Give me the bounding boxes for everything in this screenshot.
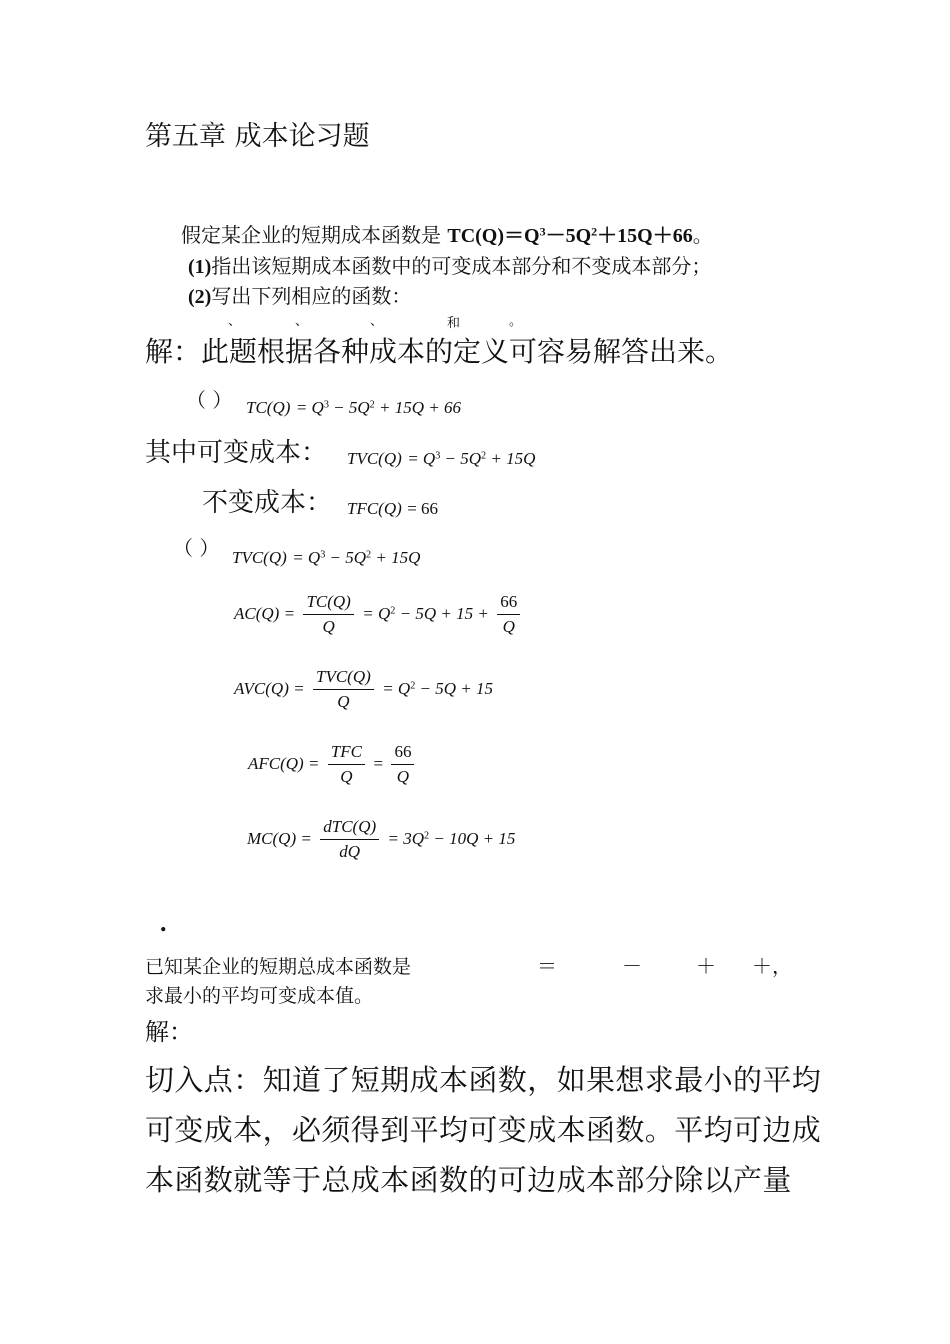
q2-solution-label: 解： bbox=[145, 1018, 193, 1046]
ac-fraction-2 bbox=[497, 592, 520, 637]
q1-sup3: 3 bbox=[539, 224, 546, 239]
tfc-equation bbox=[347, 499, 438, 519]
q1-line1-end: 。 bbox=[692, 223, 713, 247]
mc-mid-a: = 3Q bbox=[387, 829, 425, 848]
q1-part1-label: (1) bbox=[188, 256, 212, 278]
tvc-rhs-b: − 5Q bbox=[440, 449, 482, 468]
q1-formula-a: TC(Q)＝Q bbox=[447, 225, 540, 247]
mc-num: dTC(Q) bbox=[320, 817, 379, 840]
q2-bullet: . bbox=[160, 908, 167, 937]
afc-mid: = bbox=[373, 754, 384, 773]
q1-line1-text: 假定某企业的短期成本函数是 bbox=[181, 223, 448, 247]
ac-mid-a: = Q bbox=[362, 604, 391, 623]
residual-mark-2: 、 bbox=[295, 314, 309, 329]
tfc-rhs: = 66 bbox=[407, 499, 439, 518]
q2-op-eq: ＝ bbox=[537, 954, 557, 978]
tvc-sup2: 2 bbox=[481, 450, 487, 462]
afc-lhs: AFC(Q) = bbox=[248, 754, 320, 773]
tc-sup3: 3 bbox=[323, 399, 329, 411]
mc-mid-b: − 10Q + 15 bbox=[429, 829, 516, 848]
tvc2-rhs-a: = Q bbox=[292, 548, 321, 567]
tc-lhs: TC(Q) bbox=[246, 398, 291, 417]
q1-part2-label: (2) bbox=[188, 286, 212, 308]
q1-formula-b: －5Q bbox=[545, 225, 592, 247]
avc-den: Q bbox=[337, 692, 350, 711]
tvc2-equation bbox=[232, 548, 420, 568]
q2-op-minus: － bbox=[622, 954, 642, 978]
tc-rhs-c: + 15Q + 66 bbox=[374, 398, 461, 417]
avc-equation bbox=[234, 667, 493, 712]
tvc2-sup2: 2 bbox=[366, 549, 372, 561]
residual-mark-3: 、 bbox=[370, 314, 384, 329]
q2-para-line-2: 可变成本，必须得到平均可变成本函数。平均可边成 bbox=[145, 1113, 822, 1147]
ac-lhs: AC(Q) = bbox=[234, 604, 296, 623]
q2-op-plus-comma: ＋， bbox=[752, 954, 792, 978]
tvc2-rhs-c: + 15Q bbox=[371, 548, 421, 567]
afc-den: Q bbox=[340, 767, 353, 786]
avc-mid-a: = Q bbox=[382, 679, 411, 698]
paren-2: （ ） bbox=[173, 536, 220, 560]
ac-mid-b: − 5Q + 15 + bbox=[395, 604, 489, 623]
solution1-intro: 解：此题根据各种成本的定义可容易解答出来。 bbox=[145, 335, 734, 368]
tvc2-rhs-b: − 5Q bbox=[325, 548, 367, 567]
afc-den2: Q bbox=[396, 767, 410, 786]
chapter-title: 第五章 成本论习题 bbox=[145, 121, 370, 152]
tvc-rhs-a: = Q bbox=[407, 449, 436, 468]
tvc2-lhs: TVC(Q) bbox=[232, 548, 287, 567]
afc-num: TFC bbox=[328, 742, 365, 765]
q1-part2 bbox=[188, 280, 411, 309]
tc-rhs-b: − 5Q bbox=[328, 398, 370, 417]
q2-op-plus: ＋ bbox=[696, 954, 716, 978]
q2-line2: 求最小的平均可变成本值。 bbox=[145, 985, 374, 1007]
afc-num2: 66 bbox=[391, 742, 414, 765]
q1-part1 bbox=[188, 250, 711, 279]
q1-part2-text: 写出下列相应的函数： bbox=[211, 284, 412, 308]
residual-mark-5: 。 bbox=[509, 314, 523, 329]
mc-sup2: 2 bbox=[424, 830, 430, 842]
ac-sup2: 2 bbox=[390, 605, 396, 617]
mc-equation bbox=[247, 817, 515, 862]
ac-equation bbox=[234, 592, 523, 637]
tvc-label: 其中可变成本： bbox=[145, 438, 328, 468]
paren-1: （ ） bbox=[186, 388, 233, 412]
mc-den: dQ bbox=[339, 842, 361, 861]
q1-part1-text: 指出该短期成本函数中的可变成本部分和不变成本部分； bbox=[211, 254, 712, 278]
ac-den: Q bbox=[322, 617, 335, 636]
q2-para-line-1: 切入点：知道了短期成本函数，如果想求最小的平均 bbox=[145, 1063, 822, 1097]
residual-mark-1: 、 bbox=[228, 314, 242, 329]
ac-num: TC(Q) bbox=[303, 592, 353, 615]
tvc-lhs: TVC(Q) bbox=[347, 449, 402, 468]
avc-num: TVC(Q) bbox=[313, 667, 374, 690]
q1-sup2: 2 bbox=[591, 224, 598, 239]
avc-lhs: AVC(Q) = bbox=[234, 679, 305, 698]
tvc-rhs-c: + 15Q bbox=[486, 449, 536, 468]
tfc-lhs: TFC(Q) bbox=[347, 499, 402, 518]
q2-line1: 已知某企业的短期总成本函数是 bbox=[145, 956, 412, 978]
tfc-label: 不变成本： bbox=[202, 488, 333, 518]
avc-mid-b: − 5Q + 15 bbox=[415, 679, 494, 698]
avc-sup2: 2 bbox=[410, 680, 416, 692]
tc-sup2: 2 bbox=[369, 399, 375, 411]
q2-para-line-3: 本函数就等于总成本函数的可边成本部分除以产量 bbox=[145, 1163, 792, 1197]
tc-equation bbox=[246, 398, 461, 418]
mc-lhs: MC(Q) = bbox=[247, 829, 312, 848]
afc-equation bbox=[248, 742, 417, 787]
ac-fraction bbox=[303, 592, 353, 637]
tvc2-sup3: 3 bbox=[320, 549, 326, 561]
mc-fraction bbox=[320, 817, 379, 862]
tvc-equation bbox=[347, 449, 535, 469]
residual-mark-4: 和 bbox=[447, 316, 461, 331]
q1-formula-c: ＋15Q＋66 bbox=[597, 225, 693, 247]
tvc-sup3: 3 bbox=[435, 450, 441, 462]
q1-line1 bbox=[181, 219, 713, 248]
ac-den2: Q bbox=[502, 617, 515, 636]
afc-fraction bbox=[328, 742, 365, 787]
ac-num2: 66 bbox=[497, 592, 520, 615]
avc-fraction bbox=[313, 667, 374, 712]
afc-fraction-2 bbox=[391, 742, 414, 787]
tc-rhs-a: = Q bbox=[295, 398, 324, 417]
